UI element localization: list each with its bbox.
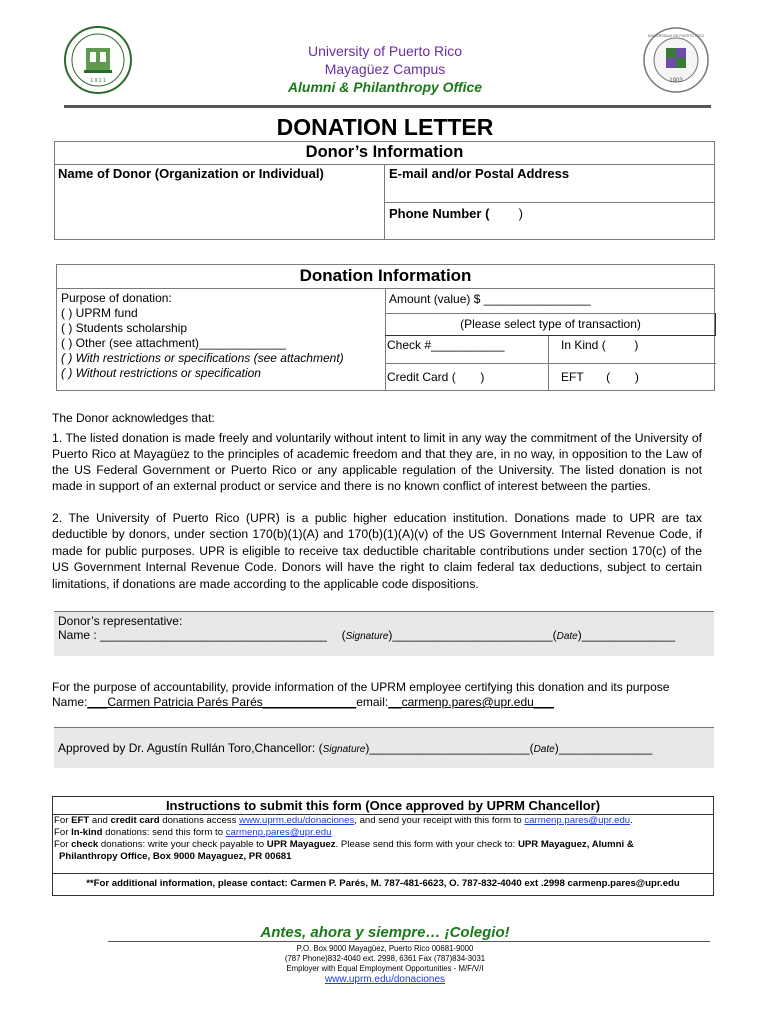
eft-label: EFT <box>561 370 584 384</box>
amount-field[interactable]: Amount (value) $ ________________ <box>389 292 591 306</box>
footer-divider <box>108 941 710 942</box>
check-number-field[interactable]: Check #___________ <box>387 338 505 352</box>
signature-open-paren: ( <box>341 628 346 642</box>
purpose-option-scholarship[interactable]: ( ) Students scholarship <box>61 321 188 335</box>
text: , and send your receipt with this form to <box>354 815 525 826</box>
svg-text:1 9 1 1: 1 9 1 1 <box>90 78 106 84</box>
eft-instruction <box>54 815 709 827</box>
row-divider <box>384 202 715 203</box>
credit-card-close: ) <box>480 370 485 384</box>
instructions-heading: Instructions to submit this form (Once approved by UPRM Chancellor) <box>53 798 713 815</box>
footer-website-link[interactable]: www.uprm.edu/donaciones <box>324 974 446 985</box>
campus-name: Mayagüez Campus <box>324 61 446 77</box>
eft-close: ) <box>634 370 639 384</box>
purpose-list <box>61 291 344 381</box>
date-field[interactable]: )______________ <box>577 628 676 642</box>
approval-section <box>54 727 714 768</box>
in-kind-option[interactable] <box>561 338 638 352</box>
acknowledge-paragraph-1: 1. The listed donation is made freely and voluntarily without intent to limit in any way the commitment of the University of Puerto Rico at Mayagüez to the principles of academic freedom and that they are, in no way, in opposition to the Law of the US Federal Government or Puerto Rico or any applicable regulation of the University. The listed donation is not made in support of an external product or service and there is no known conflict of interest between the parties. <box>52 431 702 493</box>
eft-option[interactable] <box>561 370 639 384</box>
employee-name-value[interactable]: ___Carmen Patricia Parés Parés______________ <box>87 695 357 709</box>
text: check <box>71 839 99 850</box>
employee-email-value[interactable]: __carmenp.pares@upr.edu___ <box>388 695 554 709</box>
text: credit card <box>110 815 160 826</box>
acknowledge-paragraph-2: 2. The University of Puerto Rico (UPR) is a public higher education institution. Donations made to UPR are tax deductible by donors, under section 170(b)(1)(A) and 170(b)(1)(A)(v) of the US Government Internal Revenue Code, if made for public purposes. UPR is eligible to receive tax deductible charitable contributions under section 170(c) of the US Government Internal Revenue Code. Donors will have the right to claim federal tax deductions, subject to certain limitations, if donations are made according to the applicable code dispositions. <box>52 511 702 591</box>
contact-info: **For additional information, please contact: Carmen P. Parés, M. 787-481-6623, O. 787-832-4040 ext .2998 carmenp.pares@upr.edu <box>86 878 680 889</box>
text: UPR Mayaguez, Alumni & <box>517 839 634 850</box>
header-divider <box>64 105 711 108</box>
footer-employer: Employer with Equal Employment Opportunities - M/F/V/I <box>286 964 484 973</box>
representative-signature-line[interactable] <box>58 628 675 642</box>
text: In-kind <box>71 827 103 838</box>
signature-caption: Signature <box>322 744 366 755</box>
transaction-type-hint: (Please select type of transaction) <box>460 317 641 331</box>
purpose-option-with-restrictions[interactable]: ( ) With restrictions or specifications (see attachment) <box>61 351 344 365</box>
donation-info-table <box>56 264 715 391</box>
in-kind-close: ) <box>634 338 639 352</box>
approval-text: Approved by Dr. Agustín Rullán Toro,Chancellor: ( <box>58 741 323 755</box>
footer-address: P.O. Box 9000 Mayagüez, Puerto Rico 00681-9000 <box>296 944 474 953</box>
in-kind-instruction <box>54 827 709 839</box>
email-link[interactable]: carmenp.pares@upr.edu <box>225 827 332 838</box>
row-divider <box>385 363 716 364</box>
text: . Please send this form with your check to: <box>335 839 518 850</box>
purpose-label: Purpose of donation: <box>61 291 172 305</box>
mailing-address: Philanthropy Office, Box 9000 Mayaguez, PR 00681 <box>59 851 292 862</box>
employee-email-label: email: <box>356 695 389 709</box>
phone-label-text: Phone Number ( <box>389 206 490 221</box>
representative-section <box>54 611 714 656</box>
column-divider <box>385 288 386 391</box>
office-name: Alumni & Philanthropy Office <box>287 79 483 95</box>
row-divider <box>385 335 716 336</box>
donor-name-field[interactable] <box>58 184 380 238</box>
chancellor-signature-field[interactable]: )________________________( <box>365 741 534 755</box>
signature-caption: Signature <box>345 631 389 642</box>
instructions-box <box>52 796 714 896</box>
credit-card-option[interactable] <box>387 370 484 384</box>
donor-info-table <box>54 141 715 240</box>
purpose-option-other[interactable]: ( ) Other (see attachment)_____________ <box>61 336 286 350</box>
representative-name-field[interactable]: Name : __________________________________ <box>58 628 327 642</box>
donations-website-link[interactable]: www.uprm.edu/donaciones <box>239 815 355 826</box>
text: and <box>89 815 111 826</box>
credit-card-label: Credit Card ( <box>387 370 456 384</box>
signature-field[interactable]: )________________________( <box>388 628 557 642</box>
eft-open: ( <box>606 370 611 384</box>
svg-text:1903: 1903 <box>669 78 683 84</box>
text: EFT <box>71 815 90 826</box>
purpose-option-uprm-fund[interactable]: ( ) UPRM fund <box>61 306 138 320</box>
row-divider <box>385 313 716 314</box>
donor-info-heading: Donor’s Information <box>55 143 714 165</box>
chancellor-date-field[interactable]: )______________ <box>554 741 653 755</box>
svg-text:UNIVERSIDAD DE PUERTO RICO: UNIVERSIDAD DE PUERTO RICO <box>647 34 705 38</box>
university-name: University of Puerto Rico <box>307 43 463 59</box>
chancellor-approval-line[interactable] <box>58 741 652 755</box>
in-kind-label: In Kind ( <box>561 338 606 352</box>
accountability-text: For the purpose of accountability, provide information of the UPRM employee certifying this donation and its purpose <box>52 680 670 694</box>
footer-phone: (787 Phone)832-4040 ext. 2998, 6361 Fax (787)834-3031 <box>284 954 486 963</box>
text: For <box>54 839 72 850</box>
divider <box>53 873 713 874</box>
motto: Antes, ahora y siempre… ¡Colegio! <box>260 924 510 941</box>
donor-name-label: Name of Donor (Organization or Individual) <box>58 166 324 181</box>
text: For <box>54 815 72 826</box>
text: donations access <box>159 815 240 826</box>
text: For <box>54 827 72 838</box>
donation-info-heading: Donation Information <box>57 266 714 289</box>
purpose-option-without-restrictions[interactable]: ( ) Without restrictions or specification <box>61 366 261 380</box>
date-caption: Date <box>533 744 555 755</box>
instructions-body <box>54 815 709 863</box>
employee-info-line <box>52 695 554 709</box>
edge <box>715 313 716 336</box>
check-instruction <box>54 839 709 851</box>
date-caption: Date <box>556 631 578 642</box>
phone-number-label[interactable] <box>389 206 523 221</box>
acknowledge-intro: The Donor acknowledges that: <box>52 411 215 425</box>
employee-name-label: Name: <box>52 695 88 709</box>
text: UPR Mayaguez <box>266 839 336 850</box>
representative-label: Donor’s representative: <box>58 614 183 628</box>
footer-address-block <box>0 944 770 974</box>
text: . <box>630 815 633 826</box>
page-title: DONATION LETTER <box>276 114 494 140</box>
email-address-label: E-mail and/or Postal Address <box>389 166 570 181</box>
email-address-field[interactable] <box>389 184 711 202</box>
phone-close-paren: ) <box>518 206 523 221</box>
text: donations: write your check payable to <box>98 839 267 850</box>
text: donations: send this form to <box>102 827 226 838</box>
email-link[interactable]: carmenp.pares@upr.edu <box>524 815 631 826</box>
